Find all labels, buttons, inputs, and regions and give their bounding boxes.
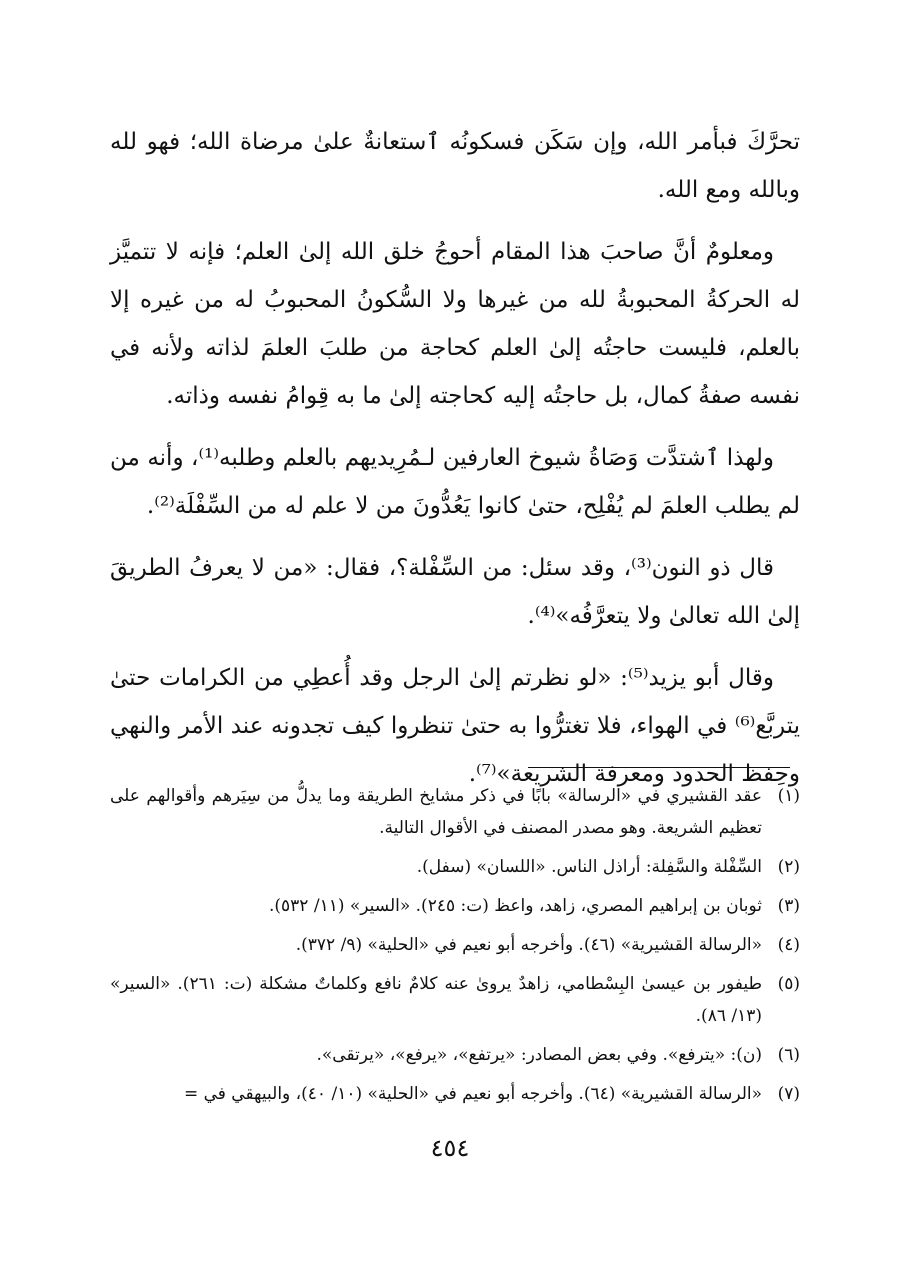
- footnote-3: [110, 890, 800, 922]
- page-number: ٤٥٤: [430, 1134, 470, 1162]
- footnote-6: [110, 1039, 800, 1071]
- footnote-text: «الرسالة القشيرية» (٤٦). وأخرجه أبو نعيم في «الحلية» (٩/ ٣٧٢).: [295, 935, 762, 955]
- footnote-1: [110, 780, 800, 844]
- footnote-text: «الرسالة القشيرية» (٦٤). وأخرجه أبو نعيم في «الحلية» (١٠/ ٤٠)، والبيهقي في =: [183, 1084, 762, 1104]
- footnote-text: طيفور بن عيسىٰ البِسْطامي، زاهدٌ يروىٰ عنه كلامٌ نافع وكلماتٌ مشكلة (ت: ٢٦١). «السير» (١٣/ ٨٦).: [110, 974, 762, 1026]
- paragraph-2: ومعلومٌ أنَّ صاحبَ هذا المقام أحوجُ خلق الله إلىٰ العلم؛ فإنه لا تتميَّز له الحركةُ المحبوبةُ لله من غيرها ولا السُّكونُ المحبوبُ له من غيره إلا بالعلم، فليست حاجتُه إلىٰ العلم كحاجة من طلبَ العلمَ لذاته ولأنه في نفسه صفةُ كمال، بل حاجتُه إليه كحاجته إلىٰ ما به قِوامُ نفسه وذاته.: [110, 239, 800, 409]
- footnote-number: (٥): [777, 974, 800, 994]
- footnote-divider: [528, 767, 790, 768]
- footnote-7: [110, 1078, 800, 1110]
- footnote-number: (١): [777, 786, 800, 806]
- footnote-4: [110, 929, 800, 961]
- paragraph-4: قال ذو النون⁽³⁾، وقد سئل: من السِّفْلة؟، فقال: «من لا يعرفُ الطريقَ إلىٰ الله تعالىٰ ولا يتعرَّفُه»⁽⁴⁾.: [110, 555, 800, 629]
- footnote-number: (٦): [777, 1045, 800, 1065]
- footnote-text: ثوبان بن إبراهيم المصري، زاهد، واعظ (ت: ٢٤٥). «السير» (١١/ ٥٣٢).: [268, 896, 762, 916]
- footnote-5: [110, 968, 800, 1032]
- main-text: [110, 118, 800, 812]
- footnote-number: (٧): [777, 1084, 800, 1104]
- paragraph-1: تحرَّكَ فبأمر الله، وإن سَكَن فسكونُه ٱستعانةٌ علىٰ مرضاة الله؛ فهو لله وبالله ومع الله.: [110, 129, 800, 203]
- footnote-text: عقد القشيري في «الرسالة» بابًا في ذكر مشايخ الطريقة وما يدلُّ من سِيَرهم وأقوالهم على تعظيم الشريعة. وهو مصدر المصنف في الأقوال التالية.: [110, 786, 762, 838]
- footnote-text: السِّفْلة والسَّفِلة: أراذل الناس. «اللسان» (سفل).: [416, 857, 762, 877]
- footnote-number: (٢): [777, 857, 800, 877]
- footnote-2: [110, 851, 800, 883]
- paragraph-5: وقال أبو يزيد⁽⁵⁾: «لو نظرتم إلىٰ الرجل وقد أُعطِي من الكرامات حتىٰ يتربَّع⁽⁶⁾ في الهواء، فلا تغترُّوا به حتىٰ تنظروا كيف تجدونه عند الأمر والنهي وحِفظ الحدود ومعرفة الشريعة»⁽⁷⁾.: [110, 665, 800, 787]
- footnote-text: (ن): «يترفع». وفي بعض المصادر: «يرتفع»، «يرفع»، «يرتقى».: [316, 1045, 762, 1065]
- footnotes: [110, 780, 800, 1117]
- footnote-number: (٣): [777, 896, 800, 916]
- paragraph-3: ولهذا ٱشتدَّت وَصَاةُ شيوخ العارفين لـمُرِيديهم بالعلم وطلبه⁽¹⁾، وأنه من لم يطلب العلمَ لم يُفْلِح، حتىٰ كانوا يَعُدُّونَ من لا علم له من السِّفْلَة⁽²⁾.: [110, 445, 800, 519]
- footnote-number: (٤): [777, 935, 800, 955]
